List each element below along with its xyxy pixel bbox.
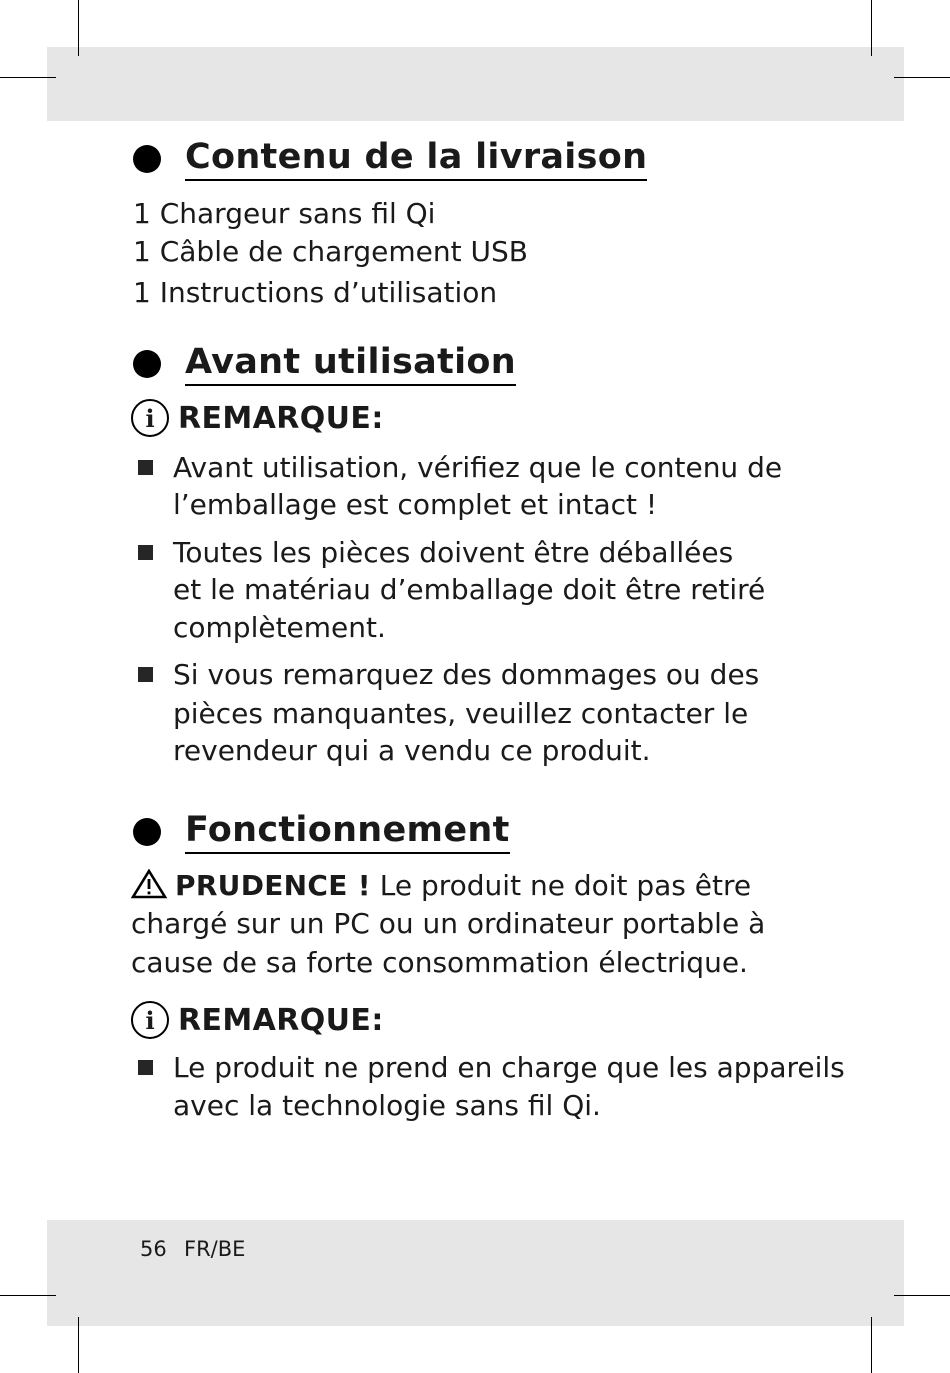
square-bullet-icon bbox=[138, 545, 153, 560]
warning-triangle-icon bbox=[131, 869, 167, 907]
bullet-line: complètement. bbox=[173, 611, 386, 644]
note-callout bbox=[131, 1000, 384, 1040]
note-label: REMARQUE: bbox=[178, 400, 384, 436]
filled-circle-icon bbox=[133, 350, 161, 378]
crop-mark bbox=[78, 0, 79, 56]
page-number: 56 bbox=[140, 1237, 167, 1261]
square-bullet-icon bbox=[138, 460, 153, 475]
section-title: Avant utilisation bbox=[185, 342, 516, 386]
filled-circle-icon bbox=[133, 145, 161, 173]
footer-band bbox=[47, 1220, 904, 1326]
delivery-item: 1 Instructions d’utilisation bbox=[133, 276, 498, 309]
warning-text: cause de sa forte consommation électrique. bbox=[131, 946, 748, 979]
info-icon: i bbox=[131, 399, 169, 437]
crop-mark bbox=[78, 1317, 79, 1373]
note-label: REMARQUE: bbox=[178, 1002, 384, 1038]
info-icon: i bbox=[131, 1001, 169, 1039]
bullet-line: pièces manquantes, veuillez contacter le bbox=[173, 697, 749, 730]
crop-mark bbox=[871, 0, 872, 56]
crop-mark bbox=[894, 77, 950, 78]
crop-mark bbox=[871, 1317, 872, 1373]
warning-text: chargé sur un PC ou un ordinateur portable à bbox=[131, 907, 766, 940]
crop-mark bbox=[894, 1295, 950, 1296]
warning-text: Le produit ne doit pas être bbox=[370, 869, 752, 902]
square-bullet-icon bbox=[138, 667, 153, 682]
crop-mark bbox=[0, 77, 56, 78]
bullet-line: Toutes les pièces doivent être déballées bbox=[173, 536, 734, 569]
bullet-line: Le produit ne prend en charge que les appareils bbox=[173, 1051, 845, 1084]
section-heading-before-use bbox=[133, 341, 516, 387]
section-title: Fonctionnement bbox=[185, 810, 510, 854]
crop-mark bbox=[0, 1295, 56, 1296]
section-heading-delivery bbox=[133, 136, 647, 182]
bullet-line: Avant utilisation, vérifiez que le contenu de bbox=[173, 451, 783, 484]
warning-paragraph bbox=[131, 869, 751, 907]
bullet-line: avec la technologie sans fil Qi. bbox=[173, 1089, 601, 1122]
filled-circle-icon bbox=[133, 818, 161, 846]
delivery-item: 1 Chargeur sans fil Qi bbox=[133, 197, 436, 230]
note-callout bbox=[131, 398, 384, 438]
bullet-line: et le matériau d’emballage doit être retiré bbox=[173, 573, 766, 606]
warning-label: PRUDENCE ! bbox=[175, 869, 371, 902]
header-band bbox=[47, 47, 904, 121]
section-title: Contenu de la livraison bbox=[185, 137, 647, 181]
bullet-line: l’emballage est complet et intact ! bbox=[173, 488, 658, 521]
square-bullet-icon bbox=[138, 1060, 153, 1075]
locale-label: FR/BE bbox=[184, 1237, 246, 1261]
section-heading-operation bbox=[133, 809, 510, 855]
delivery-item: 1 Câble de chargement USB bbox=[133, 235, 528, 268]
bullet-line: Si vous remarquez des dommages ou des bbox=[173, 658, 760, 691]
bullet-line: revendeur qui a vendu ce produit. bbox=[173, 734, 651, 767]
